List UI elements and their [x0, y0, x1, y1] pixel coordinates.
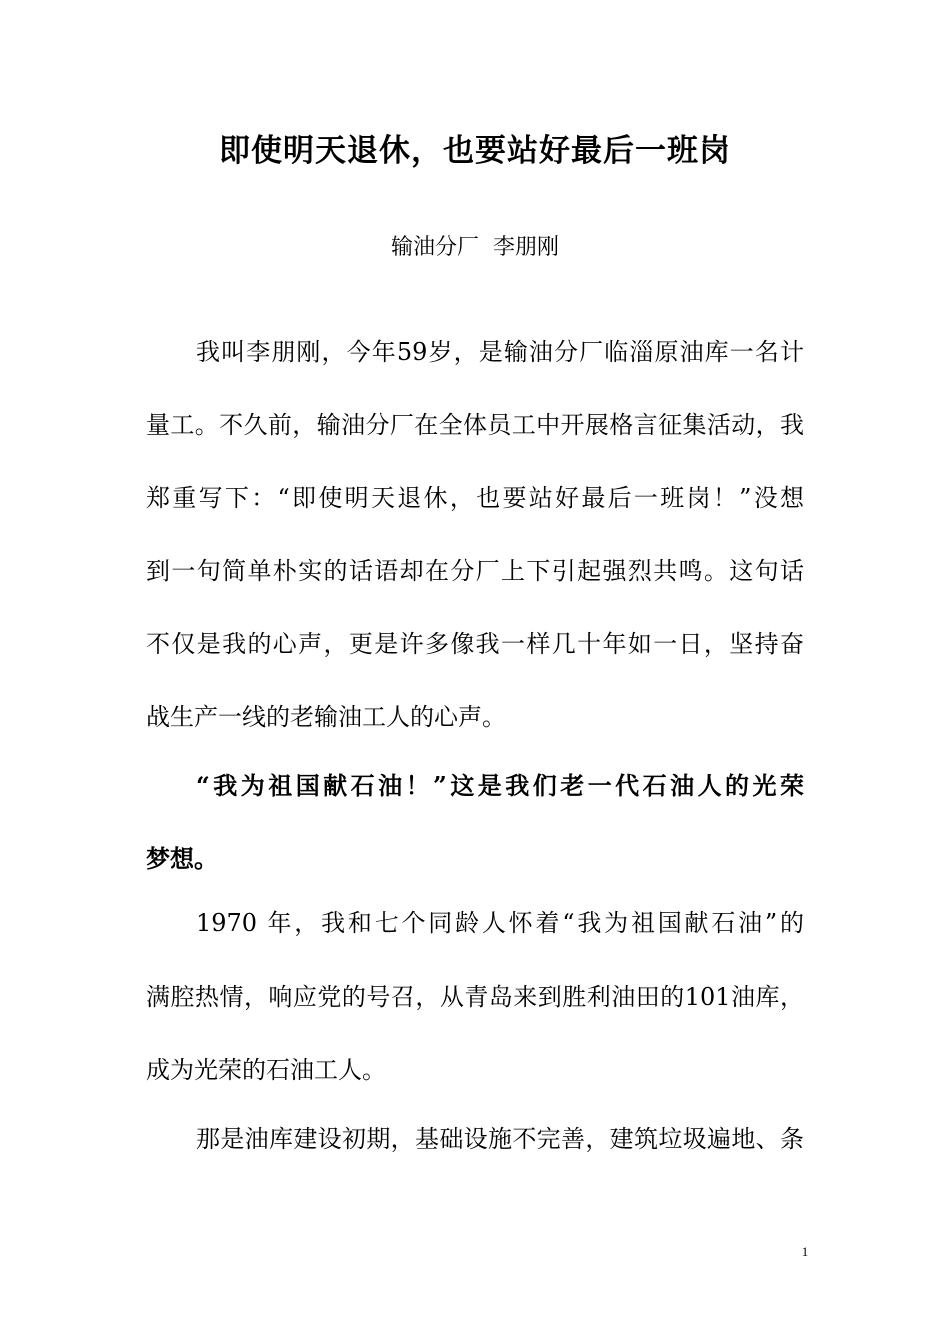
paragraph-line: 那是油库建设初期，基础设施不完善，建筑垃圾遍地、条: [196, 1125, 804, 1153]
bold-paragraph-line: 梦想。: [146, 844, 218, 873]
paragraph-line: 到一句简单朴实的话语却在分厂上下引起强烈共鸣。这句话: [146, 557, 804, 585]
author-byline: 输油分厂 李朋刚: [391, 235, 559, 260]
paragraph-line: 满腔热情，响应党的号召，从青岛来到胜利油田的101油库，: [146, 983, 804, 1011]
document-title: 即使明天退休，也要站好最后一班岗: [219, 133, 731, 169]
paragraph-line: 成为光荣的石油工人。: [146, 1056, 386, 1084]
paragraph-line: 量工。不久前，输油分厂在全体员工中开展格言征集活动，我: [146, 411, 804, 439]
page-number: 1: [801, 1244, 809, 1259]
paragraph-line: 我叫李朋刚，今年59岁，是输油分厂临淄原油库一名计: [196, 338, 804, 366]
paragraph-line: 战生产一线的老输油工人的心声。: [146, 703, 506, 731]
paragraph-line: 不仅是我的心声，更是许多像我一样几十年如一日，坚持奋: [146, 630, 804, 658]
bold-paragraph-line: “我为祖国献石油！”这是我们老一代石油人的光荣: [196, 771, 804, 800]
paragraph-line: 1970 年，我和七个同龄人怀着“我为祖国献石油”的: [196, 909, 804, 937]
paragraph-line: 郑重写下：“即使明天退休，也要站好最后一班岗！”没想: [146, 484, 804, 512]
